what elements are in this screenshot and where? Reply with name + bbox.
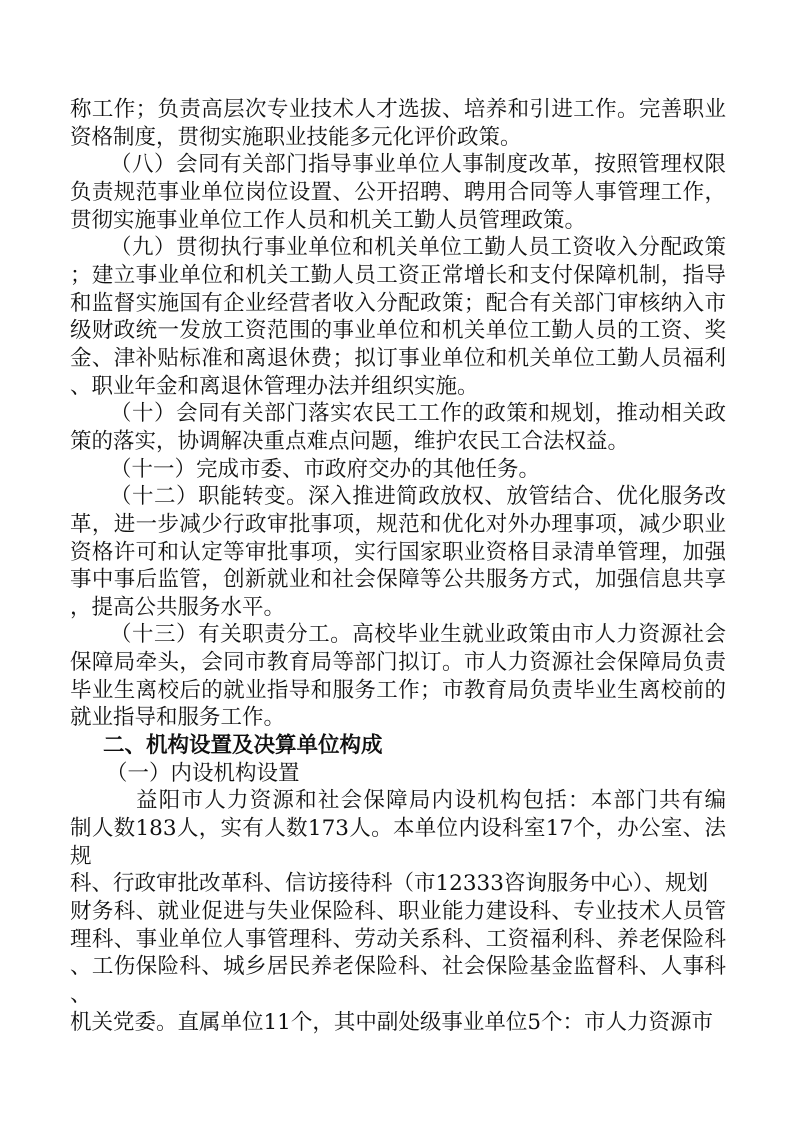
- text-line: 资格制度，贯彻实施职业技能多元化评价政策。: [70, 124, 522, 150]
- text-line: 机关党委。直属单位11个，其中副处级事业单位5个：市人力资源市: [70, 1009, 714, 1035]
- paragraph-10: （十）会同有关部门落实农民工工作的政策和规划，推动相关政: [110, 401, 726, 427]
- paragraph-12: （十二）职能转变。深入推进简政放权、放管结合、优化服务改: [110, 484, 726, 510]
- text-line: 就业指导和服务工作。: [70, 705, 286, 731]
- text-line: 毕业生离校后的就业指导和服务工作；市教育局负责毕业生离校前的: [70, 677, 726, 703]
- text-line: ；建立事业单位和机关工勤人员工资正常增长和支付保障机制，指导: [70, 262, 726, 288]
- text-line: 事中事后监管，创新就业和社会保障等公共服务方式，加强信息共享: [70, 567, 726, 593]
- subsection-heading: （一）内设机构设置: [106, 760, 300, 786]
- text-line: 保障局牵头，会同市教育局等部门拟订。市人力资源社会保障局负责: [70, 650, 726, 676]
- text-line: 策的落实，协调解决重点难点问题，维护农民工合法权益。: [70, 428, 630, 454]
- text-line: 称工作；负责高层次专业技术人才选拔、培养和引进工作。完善职业: [70, 97, 726, 122]
- text-line: 金、津补贴标准和离退休费；拟订事业单位和机关单位工勤人员福利: [70, 345, 726, 371]
- text-line: 和监督实施国有企业经营者收入分配政策；配合有关部门审核纳入市: [70, 290, 726, 316]
- text-line: 级财政统一发放工资范围的事业单位和机关单位工勤人员的工资、奖: [70, 318, 726, 344]
- text-line: 、职业年金和离退休管理办法并组织实施。: [70, 373, 479, 399]
- section-heading: 二、机构设置及决算单位构成: [103, 733, 383, 759]
- text-line: 财务科、就业促进与失业保险科、职业能力建设科、专业技术人员管: [70, 899, 726, 925]
- text-line: 资格许可和认定等审批事项，实行国家职业资格目录清单管理，加强: [70, 539, 726, 565]
- text-line: 革，进一步减少行政审批事项，规范和优化对外办理事项，减少职业: [70, 511, 726, 537]
- paragraph-11: （十一）完成市委、市政府交办的其他任务。: [110, 456, 541, 482]
- paragraph-13: （十三）有关职责分工。高校毕业生就业政策由市人力资源社会: [110, 622, 726, 648]
- text-line: 制人数183人，实有人数173人。本单位内设科室17个，办公室、法规: [70, 816, 726, 869]
- body-text: [70, 0, 726, 1076]
- text-line: 贯彻实施事业单位工作人员和机关工勤人员管理政策。: [70, 207, 587, 233]
- text-line: 负责规范事业单位岗位设置、公开招聘、聘用合同等人事管理工作，: [70, 179, 726, 205]
- text-line: 、工伤保险科、城乡居民养老保险科、社会保险基金监督科、人事科: [70, 954, 726, 980]
- text-line: ，提高公共服务水平。: [70, 594, 286, 620]
- text-line: 科、行政审批改革科、信访接待科（市12333咨询服务中心）、规划: [70, 871, 709, 897]
- text-line: 、: [70, 982, 92, 1007]
- text-line: 理科、事业单位人事管理科、劳动关系科、工资福利科、养老保险科: [70, 926, 726, 952]
- paragraph-9: （九）贯彻执行事业单位和机关单位工勤人员工资收入分配政策: [110, 235, 726, 261]
- paragraph-8: （八）会同有关部门指导事业单位人事制度改革，按照管理权限: [110, 152, 726, 178]
- paragraph-institutions: 益阳市人力资源和社会保障局内设机构包括：本部门共有编: [136, 788, 726, 814]
